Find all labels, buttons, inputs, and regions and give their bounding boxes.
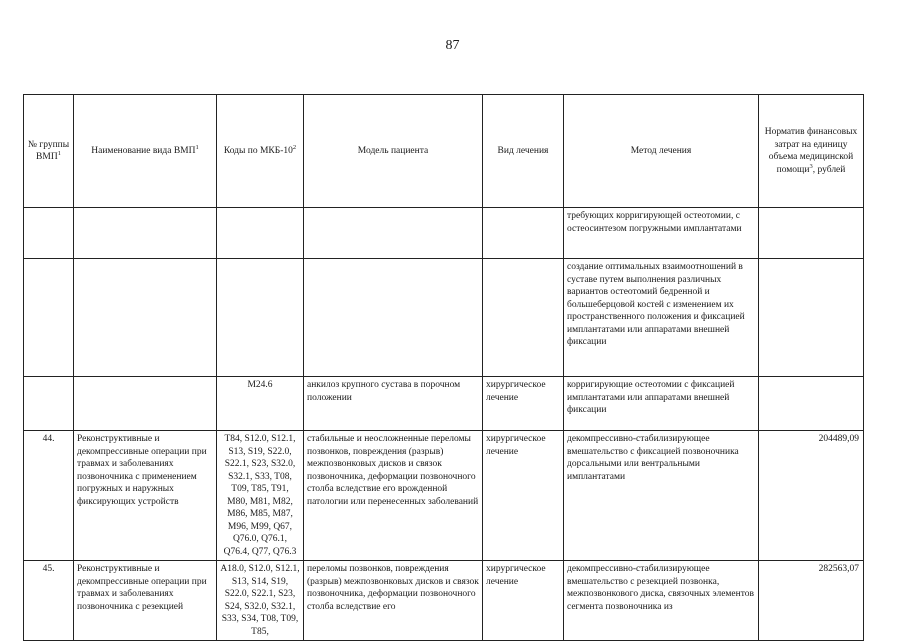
header-cost-norm: Норматив финансовых затрат на единицу объема медицинской помощи$^3$, рублей (759, 95, 864, 208)
cell-patient-model: анкилоз крупного сустава в порочном положении (304, 377, 483, 431)
cell-group-no (24, 259, 74, 377)
table-row (24, 377, 864, 431)
cell-treatment-type: хирургическое лечение (483, 431, 564, 561)
cell-cost-norm: 204489,09 (759, 431, 864, 561)
table-row (24, 259, 864, 377)
cell-vmp-name (74, 377, 217, 431)
table-header-row (24, 95, 864, 208)
cell-icd-codes: M24.6 (217, 377, 304, 431)
cell-treatment-method: корригирующие остеотомии с фиксацией имплантатами или аппаратами внешней фиксации (564, 377, 759, 431)
cell-patient-model: стабильные и неосложненные переломы позвонков, повреждения (разрыв) межпозвонковых дисков и связок позвоночника, деформации позвоночного столба вследствие его врожденной патологии или перенесенных заболеваний (304, 431, 483, 561)
header-treatment-type: Вид лечения (483, 95, 564, 208)
cell-treatment-type: хирургическое лечение (483, 377, 564, 431)
cell-cost-norm (759, 208, 864, 259)
table-row (24, 561, 864, 641)
table-row (24, 208, 864, 259)
cell-icd-codes: T84, S12.0, S12.1, S13, S19, S22.0, S22.1, S23, S32.0, S32.1, S33, T08, T09, T85, T91, M80, M81, M82, M86, M85, M87, M96, M99, Q67, Q76.0, Q76.1, Q76.4, Q77, Q76.3 (217, 431, 304, 561)
header-group-no: № группы ВМП$^1$ (24, 95, 74, 208)
cell-treatment-type: хирургическое лечение (483, 561, 564, 641)
cell-patient-model (304, 259, 483, 377)
cell-treatment-method: создание оптимальных взаимоотношений в суставе путем выполнения различных вариантов остеотомий бедренной и большеберцовой костей с изменением их пространственного положения и фиксацией имплантатами или аппаратами внешней фиксации (564, 259, 759, 377)
cell-cost-norm (759, 259, 864, 377)
cell-treatment-method: декомпрессивно-стабилизирующее вмешательство с резекцией позвонка, межпозвонкового диска, связочных элементов сегмента позвоночника из (564, 561, 759, 641)
cell-vmp-name: Реконструктивные и декомпрессивные операции при травмах и заболеваниях позвоночника с резекцией (74, 561, 217, 641)
cell-treatment-method: требующих корригирующей остеотомии, с остеосинтезом погружными имплантатами (564, 208, 759, 259)
header-treatment-method: Метод лечения (564, 95, 759, 208)
cell-patient-model: переломы позвонков, повреждения (разрыв) межпозвонковых дисков и связок позвоночника, деформации позвоночного столба вследствие его (304, 561, 483, 641)
header-patient-model: Модель пациента (304, 95, 483, 208)
cell-group-no (24, 377, 74, 431)
cell-vmp-name (74, 208, 217, 259)
cell-treatment-type (483, 208, 564, 259)
cell-treatment-method: декомпрессивно-стабилизирующее вмешательство с фиксацией позвоночника дорсальными или вентральными имплантатами (564, 431, 759, 561)
vmp-table (23, 94, 864, 641)
cell-group-no (24, 208, 74, 259)
table-row (24, 431, 864, 561)
cell-group-no: 45. (24, 561, 74, 641)
cell-cost-norm (759, 377, 864, 431)
page-number: 87 (445, 38, 460, 53)
cell-icd-codes (217, 208, 304, 259)
cell-treatment-type (483, 259, 564, 377)
cell-icd-codes (217, 259, 304, 377)
cell-patient-model (304, 208, 483, 259)
cell-vmp-name (74, 259, 217, 377)
cell-vmp-name: Реконструктивные и декомпрессивные операции при травмах и заболеваниях позвоночника с применением погружных и наружных фиксирующих устройств (74, 431, 217, 561)
cell-group-no: 44. (24, 431, 74, 561)
header-icd-codes: Коды по МКБ-$10^2$ (217, 95, 304, 208)
cell-icd-codes: A18.0, S12.0, S12.1, S13, S14, S19, S22.0, S22.1, S23, S24, S32.0, S32.1, S33, S34, T08, T09, T85, (217, 561, 304, 641)
header-vmp-name: Наименование вида ВМП$^1$ (74, 95, 217, 208)
cell-cost-norm: 282563,07 (759, 561, 864, 641)
